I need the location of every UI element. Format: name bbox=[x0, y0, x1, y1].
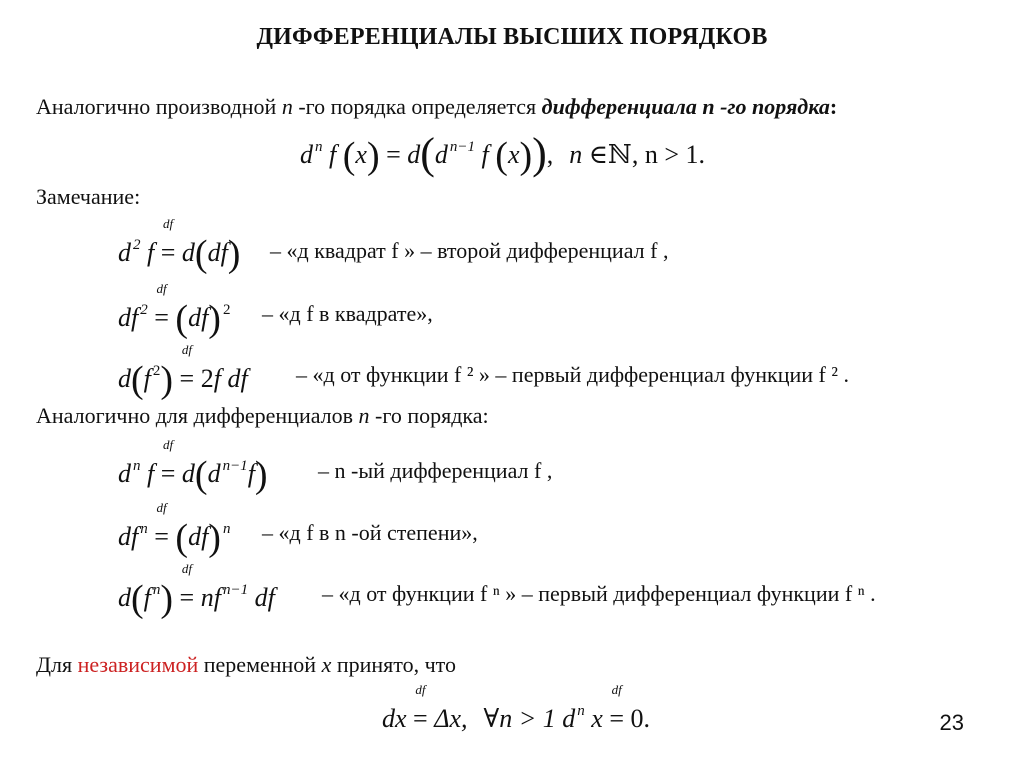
analog-n: n bbox=[358, 403, 370, 428]
natural-numbers-symbol: ℕ bbox=[608, 140, 632, 169]
independent-highlight: независимой bbox=[77, 652, 199, 677]
defeq-5: df = bbox=[154, 500, 169, 551]
remark-formula-3: d(f $^2$) df = 2f df bbox=[118, 342, 248, 401]
defeq-7: df = bbox=[413, 682, 428, 733]
n-remark-formula-3: d(f $^n$) df = nf $^{n-1}$ df bbox=[118, 561, 275, 620]
intro-bold-a: дифференциала bbox=[541, 94, 703, 119]
n-remark-formula-1: d $^n$ f df = d(d $^{n-1}$f) bbox=[118, 437, 268, 496]
intro-line bbox=[36, 94, 837, 120]
n-remark-comment-2: – «д f в n -ой степени», bbox=[262, 520, 478, 545]
final-forall: ∀n > 1 bbox=[483, 704, 556, 733]
independent-after-a: переменной bbox=[198, 652, 322, 677]
main-formula: d $^n$ f (x) = d(d $^{n-1}$ f (x)), n ∈ℕ, n > 1. bbox=[300, 129, 705, 178]
page-number: 23 bbox=[939, 710, 964, 735]
slide-title: ДИФФЕРЕНЦИАЛЫ ВЫСШИХ ПОРЯДКОВ bbox=[256, 24, 768, 50]
intro-bold-n: n bbox=[702, 94, 715, 119]
intro-bold-b: -го порядка bbox=[714, 94, 830, 119]
independent-before: Для bbox=[36, 652, 78, 677]
remark-comment-2: – «д f в квадрате», bbox=[262, 301, 433, 326]
n-remark-formula-2: df $^n$ df = (df) $^n$ bbox=[118, 500, 231, 559]
final-formula: dx df = Δx, ∀n > 1 d $^n$ x df = 0. bbox=[382, 694, 650, 736]
intro-colon: : bbox=[829, 94, 838, 119]
defeq-2: df = bbox=[154, 281, 169, 332]
intro-text-mid: -го порядка определяется bbox=[292, 94, 542, 119]
remark-formula-1: d $^2$ f df = d(df) bbox=[118, 216, 241, 275]
remark-comment-3: – «д от функции f ² » – первый дифференциал функции f ² . bbox=[296, 362, 849, 387]
defeq-3: df = bbox=[179, 342, 195, 393]
final-rhs-1: Δx, bbox=[434, 704, 468, 733]
final-rhs-2: 0. bbox=[630, 704, 650, 733]
defeq-6: df = bbox=[179, 561, 195, 612]
remark-comment-1: – «д квадрат f » – второй дифференциал f , bbox=[270, 238, 669, 263]
remark-label: Замечание: bbox=[36, 184, 141, 209]
defeq-1: df = bbox=[160, 216, 176, 267]
defeq-4: df = bbox=[160, 437, 176, 488]
final-lhs-1: dx bbox=[382, 704, 407, 733]
analog-line bbox=[36, 403, 489, 429]
intro-text-before: Аналогично производной bbox=[36, 94, 282, 119]
intro-n: n bbox=[281, 94, 293, 119]
n-remark-comment-3: – «д от функции f ⁿ » – первый дифференциал функции f ⁿ . bbox=[322, 581, 876, 606]
main-formula-tail: , n > 1. bbox=[631, 140, 705, 169]
analog-text-after: -го порядка: bbox=[369, 403, 489, 428]
remark-formula-2: df $^2$ df = (df) $^2$ bbox=[118, 281, 231, 340]
analog-text-before: Аналогично для дифференциалов bbox=[36, 403, 359, 428]
defeq-8: df = bbox=[609, 682, 624, 733]
independent-line bbox=[36, 652, 456, 678]
n-remark-comment-1: – n -ый дифференциал f , bbox=[318, 458, 553, 483]
independent-after-b: принято, что bbox=[331, 652, 456, 677]
independent-x: x bbox=[321, 652, 332, 677]
